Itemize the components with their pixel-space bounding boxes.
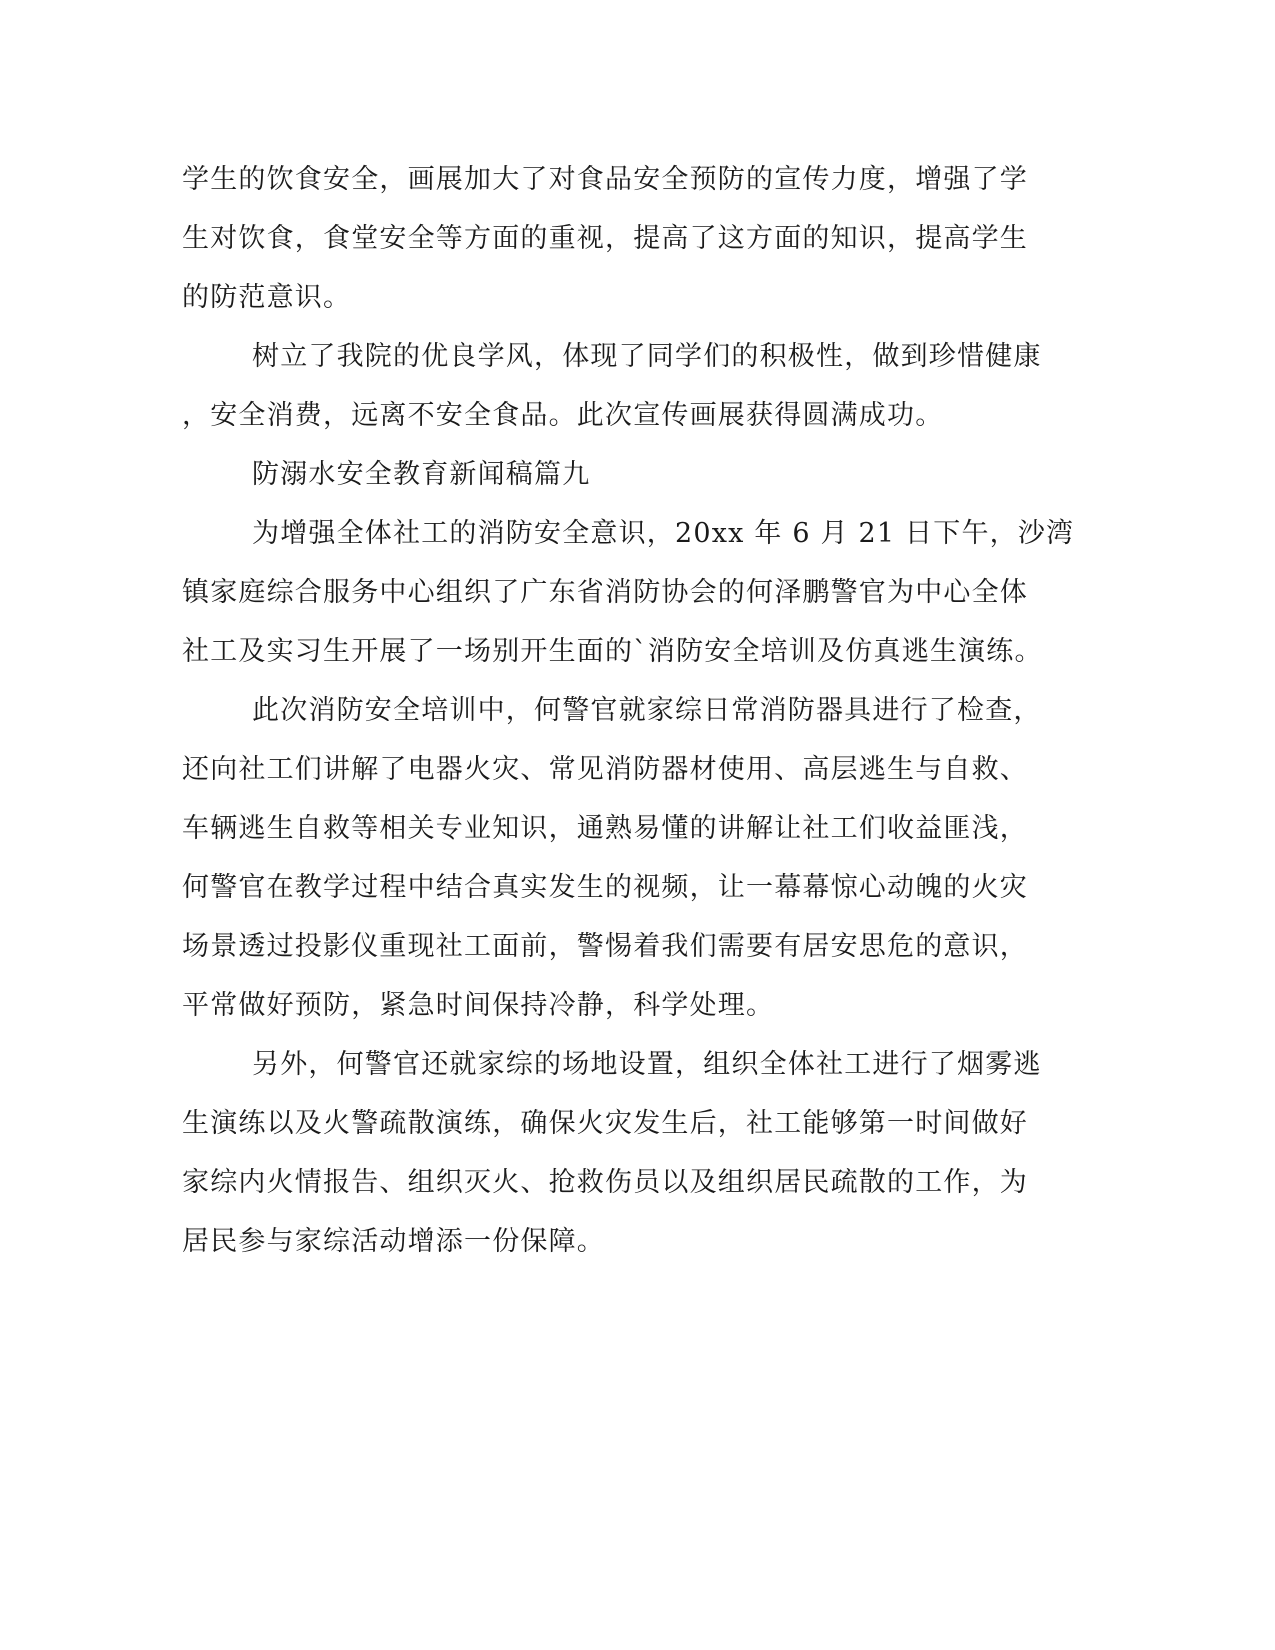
text-line: 平常做好预防，紧急时间保持冷静，科学处理。 (182, 990, 775, 1021)
text-line: 生演练以及火警疏散演练，确保火灾发生后，社工能够第一时间做好 (182, 1108, 1028, 1139)
text-line: 场景透过投影仪重现社工面前，警惕着我们需要有居安思危的意识， (182, 931, 1028, 962)
text-line: 生对饮食，食堂安全等方面的重视，提高了这方面的知识，提高学生 (182, 223, 1028, 254)
section-heading: 防溺水安全教育新闻稿篇九 (252, 459, 591, 490)
text-line: 家综内火情报告、组织灭火、抢救伤员以及组织居民疏散的工作，为 (182, 1167, 1028, 1198)
text-line: ，安全消费，远离不安全食品。此次宣传画展获得圆满成功。 (182, 400, 944, 431)
text-line: 车辆逃生自救等相关专业知识，通熟易懂的讲解让社工们收益匪浅， (182, 813, 1028, 844)
text-line: 的防范意识。 (182, 282, 352, 313)
text-line: 学生的饮食安全，画展加大了对食品安全预防的宣传力度，增强了学 (182, 164, 1028, 195)
text-line: 镇家庭综合服务中心组织了广东省消防协会的何泽鹏警官为中心全体 (182, 577, 1028, 608)
text-line: 居民参与家综活动增添一份保障。 (182, 1226, 605, 1257)
text-line: 树立了我院的优良学风，体现了同学们的积极性，做到珍惜健康 (252, 341, 1042, 372)
text-line: 社工及实习生开展了一场别开生面的`消防安全培训及仿真逃生演练。 (182, 636, 1043, 667)
text-line: 为增强全体社工的消防安全意识，20xx 年 6 月 21 日下午，沙湾 (252, 518, 1075, 549)
text-line: 还向社工们讲解了电器火灾、常见消防器材使用、高层逃生与自救、 (182, 754, 1028, 785)
text-line: 何警官在教学过程中结合真实发生的视频，让一幕幕惊心动魄的火灾 (182, 872, 1028, 903)
text-line: 此次消防安全培训中，何警官就家综日常消防器具进行了检查， (252, 695, 1042, 726)
text-line: 另外，何警官还就家综的场地设置，组织全体社工进行了烟雾逃 (252, 1049, 1042, 1080)
